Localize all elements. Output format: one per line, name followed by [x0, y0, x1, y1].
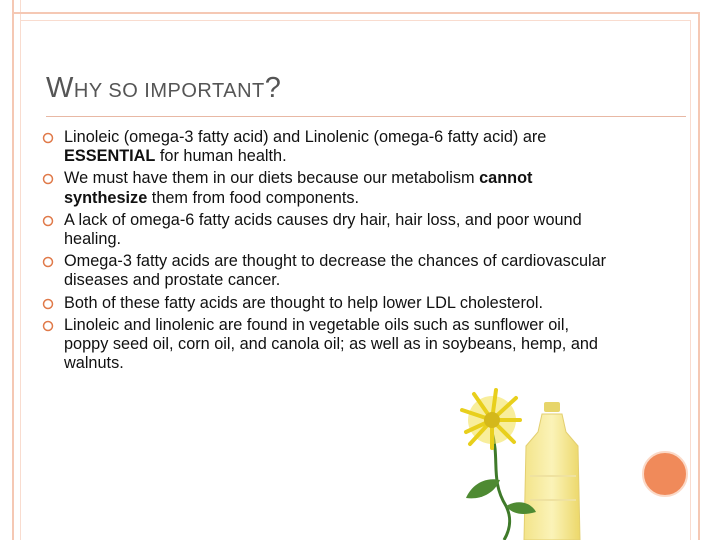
hollow-circle-bullet-icon	[42, 317, 54, 333]
frame-border-left-inner	[20, 0, 21, 540]
bullet-item	[42, 316, 612, 374]
frame-border-left	[12, 0, 14, 540]
bullet-list	[42, 128, 612, 376]
bullet-bold-text: cannot synthesize	[64, 169, 533, 207]
frame-border-right-inner	[690, 20, 691, 540]
bullet-text: Both of these fatty acids are thought to help lower LDL cholesterol.	[64, 293, 544, 312]
bullet-text-tail: for human health.	[155, 147, 287, 166]
title-end: ?	[264, 72, 282, 104]
title-first-letter: W	[46, 72, 74, 104]
leaf	[466, 479, 500, 498]
orange-accent-circle	[642, 451, 688, 497]
bottle-cap	[544, 402, 560, 412]
bullet-text: Linoleic and linolenic are found in vegetable oils such as sunflower oil, poppy seed oil, corn oil, and canola oil; as well as in soybeans, hemp, and walnuts.	[64, 315, 598, 373]
hollow-circle-bullet-icon	[42, 212, 54, 228]
hollow-circle-bullet-icon	[42, 129, 54, 145]
bullet-text: A lack of omega-6 fatty acids causes dry hair, hair loss, and poor wound healing.	[64, 210, 582, 249]
bullet-item	[42, 294, 612, 313]
title-divider	[46, 116, 686, 117]
bullet-text: We must have them in our diets because our metabolism	[64, 169, 480, 188]
hollow-circle-bullet-icon	[42, 170, 54, 186]
bullet-text-tail: them from food components.	[147, 188, 360, 207]
bullet-item	[42, 211, 612, 249]
bullet-text: Omega-3 fatty acids are thought to decrease the chances of cardiovascular diseases and prostate cancer.	[64, 252, 607, 290]
sunflower	[462, 390, 520, 448]
bullet-bold-text: ESSENTIAL	[64, 147, 156, 166]
frame-border-top	[12, 12, 700, 14]
hollow-circle-bullet-icon	[42, 253, 54, 269]
bullet-item	[42, 169, 612, 207]
hollow-circle-bullet-icon	[42, 295, 54, 311]
title-rest: HY SO IMPORTANT	[73, 80, 265, 102]
sunflower-and-oil-bottle-image	[452, 380, 592, 540]
bullet-text: Linoleic (omega-3 fatty acid) and Linolenic (omega-6 fatty acid) are	[64, 128, 547, 146]
frame-border-top-inner	[20, 20, 691, 21]
bullet-item	[42, 252, 612, 290]
slide-title	[46, 72, 281, 105]
frame-border-right	[698, 12, 700, 540]
bullet-item	[42, 128, 612, 166]
